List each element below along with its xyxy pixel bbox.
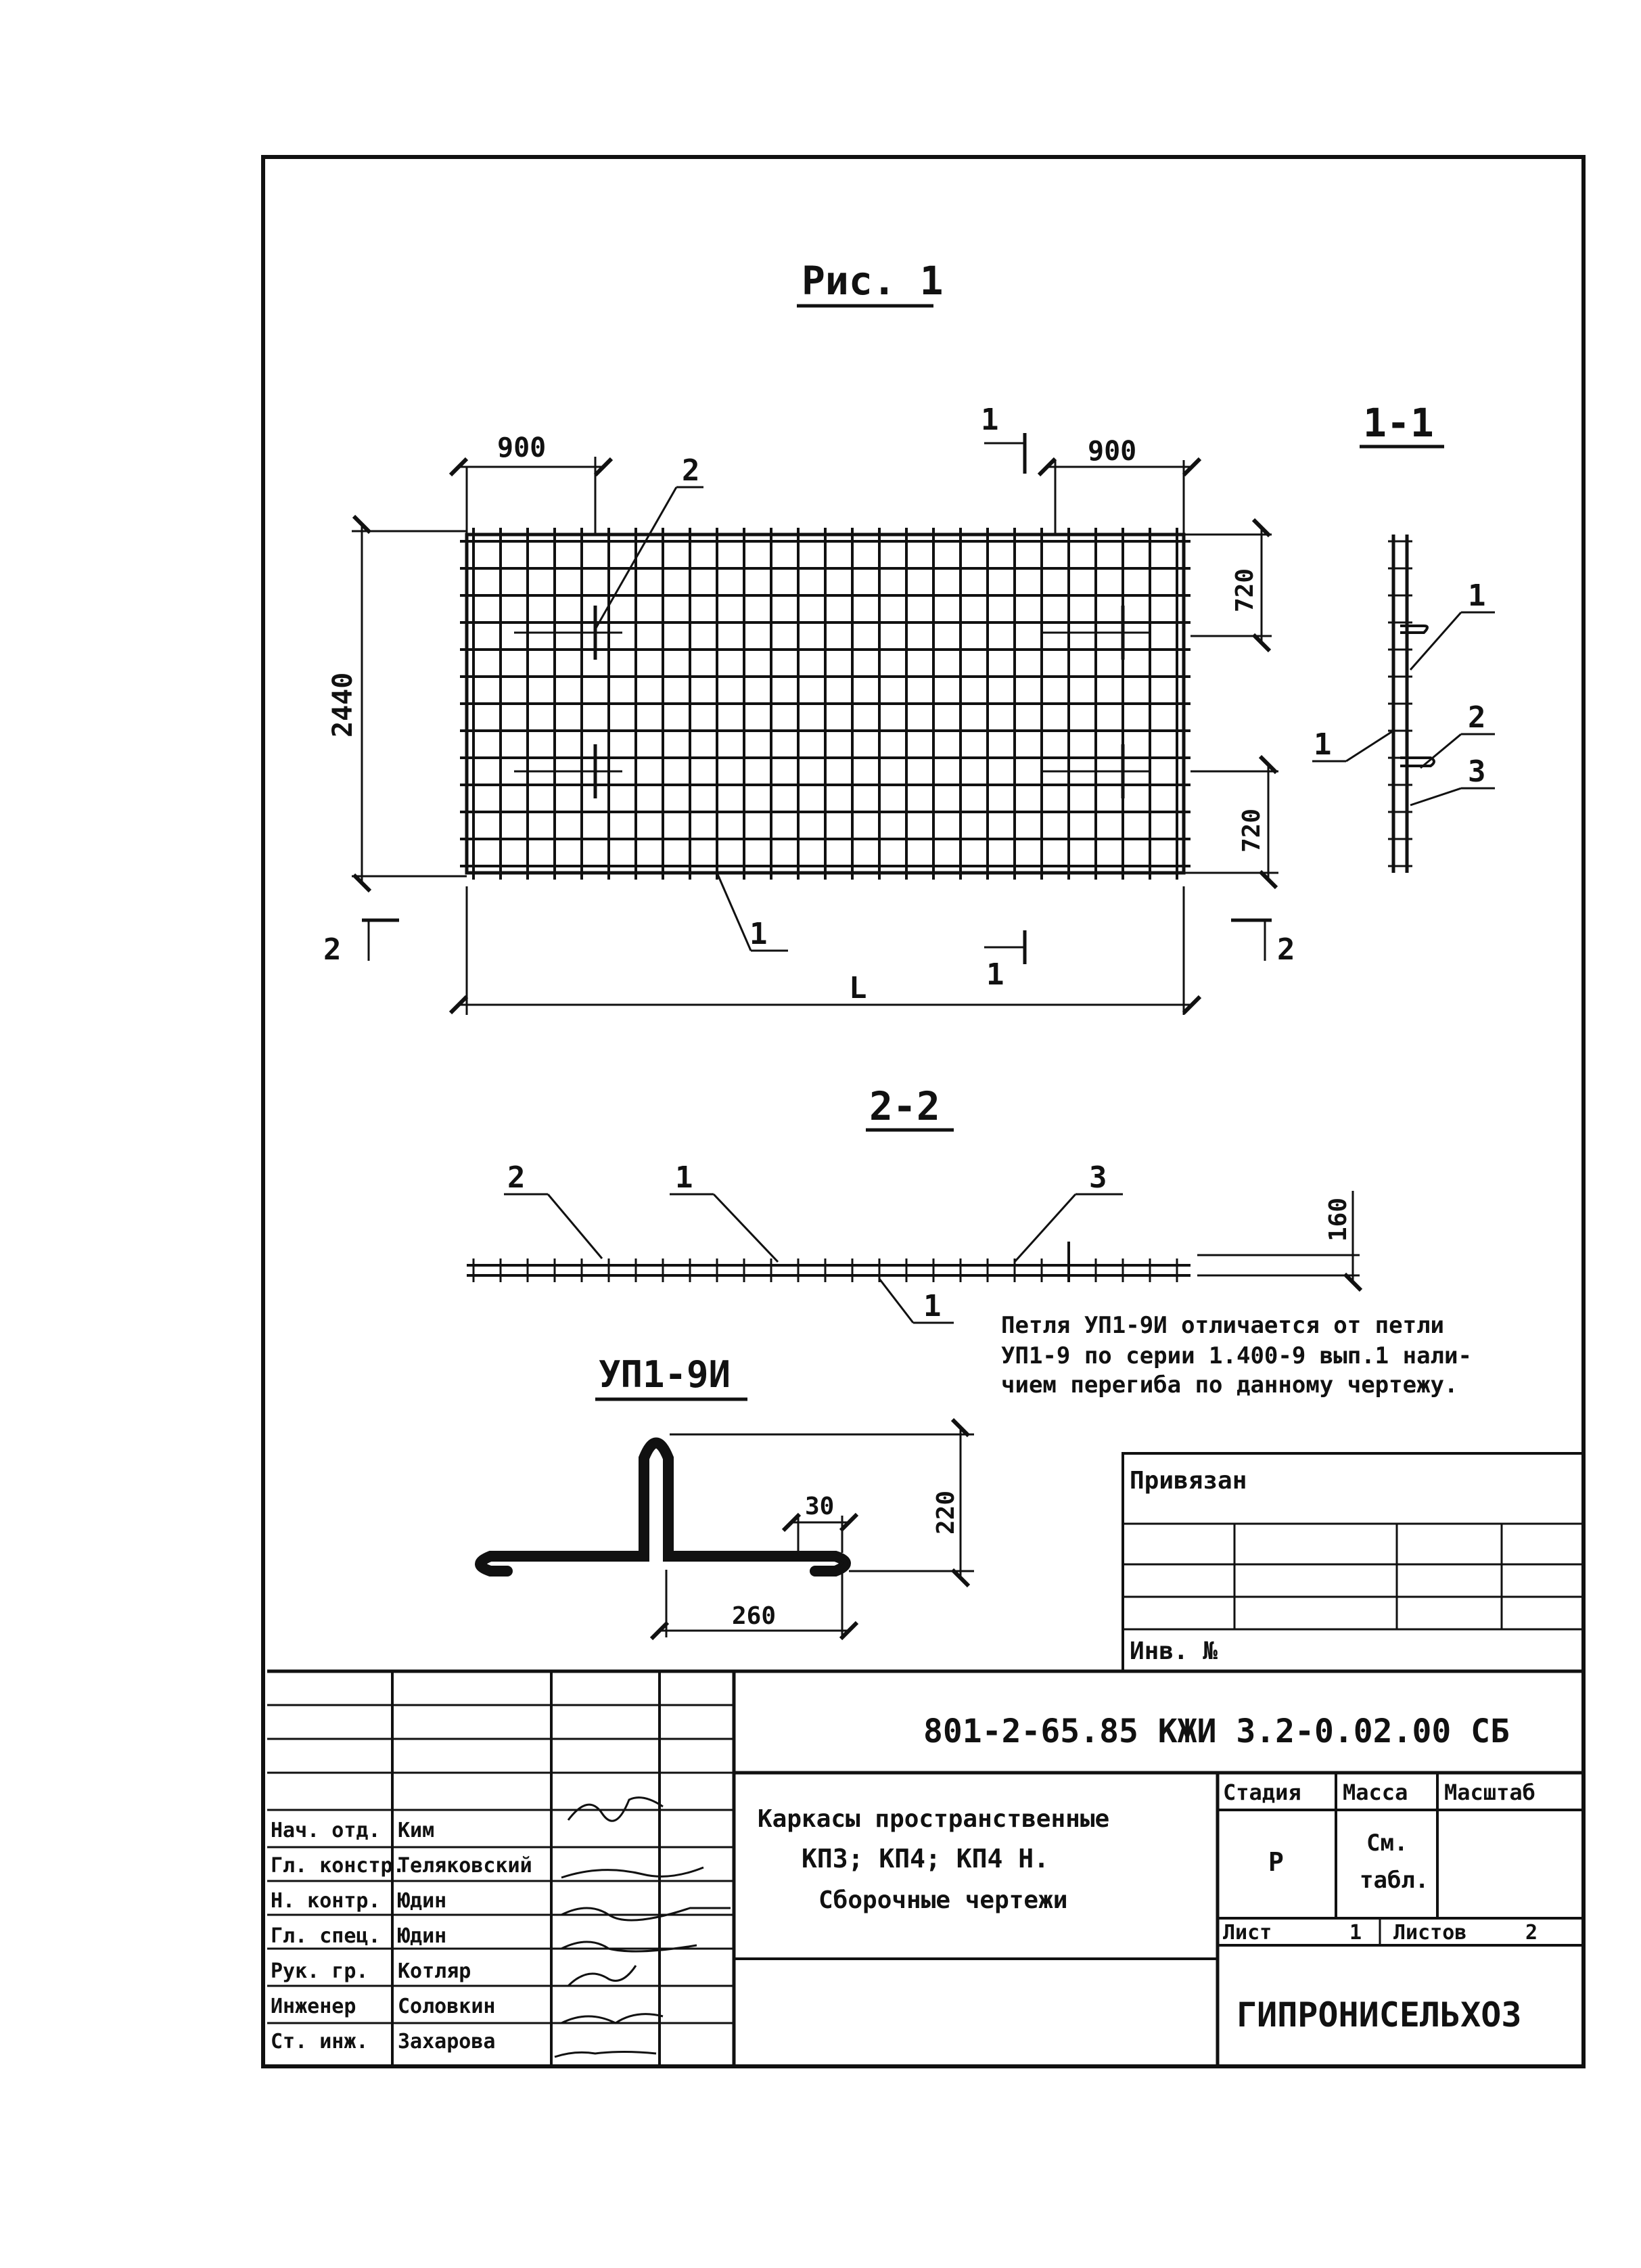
staff-role: Гл. спец. <box>271 1924 381 1948</box>
staff-name: Захарова <box>398 2030 496 2054</box>
binding-title: Привязан <box>1130 1467 1247 1495</box>
dim-720-bottom-label: 720 <box>1238 808 1266 853</box>
staff-role: Инженер <box>271 1995 356 2018</box>
stage-header: Стадия <box>1223 1779 1301 1805</box>
staff-name: Ким <box>398 1819 435 1842</box>
dim-720-top-label: 720 <box>1231 568 1259 612</box>
staff-name: Юдин <box>398 1924 447 1948</box>
section-cut-1-top <box>981 403 1025 474</box>
dim-2440 <box>327 524 467 883</box>
mesh-grid <box>460 528 1191 880</box>
loop-dim-260: 260 <box>732 1602 777 1630</box>
plan-view <box>323 403 1295 1015</box>
dim-900-right-label: 900 <box>1088 436 1137 467</box>
staff-role: Н. контр. <box>271 1889 381 1913</box>
dim-720-bottom <box>1184 765 1278 880</box>
staff-list <box>271 1819 532 2054</box>
callout-2-label: 2 <box>682 453 700 488</box>
figure-title: Рис. 1 <box>802 258 944 304</box>
section-1-1-callout-3: 3 <box>1468 754 1486 789</box>
loop-detail <box>480 1353 974 1637</box>
description-line-2: КП3; КП4; КП4 Н. <box>802 1844 1050 1874</box>
staff-role: Нач. отд. <box>271 1819 381 1842</box>
binding-box <box>1123 1453 1583 1671</box>
signatures <box>555 1798 731 2057</box>
callout-1 <box>717 873 788 951</box>
dim-900-left-label: 900 <box>497 432 547 463</box>
document-code: 801-2-65.85 КЖИ 3.2-0.02.00 СБ <box>923 1713 1510 1750</box>
section-cut-2-left <box>323 920 399 967</box>
mass-header: Масса <box>1343 1779 1408 1805</box>
section-2-2-title: 2-2 <box>869 1083 940 1129</box>
staff-name: Котляр <box>398 1959 471 1983</box>
callout-1-label: 1 <box>749 917 768 951</box>
section-2-2-callout-1a: 1 <box>675 1160 693 1195</box>
staff-role: Рук. гр. <box>271 1959 369 1983</box>
dim-720-top <box>1184 528 1272 643</box>
section-1-1-callout-2: 2 <box>1468 700 1486 735</box>
loop-dim-220: 220 <box>932 1490 960 1535</box>
section-cut-2-right-label: 2 <box>1277 932 1295 967</box>
section-2-2-callout-1b: 1 <box>923 1289 942 1323</box>
dim-900-left <box>459 432 603 535</box>
section-cut-1-bottom-label: 1 <box>986 957 1004 992</box>
dim-900-right <box>1047 436 1192 535</box>
section-2-2-callout-3: 3 <box>1089 1160 1107 1195</box>
section-1-1-title: 1-1 <box>1363 400 1434 446</box>
loop-shape <box>480 1443 846 1572</box>
section-cut-1-top-label: 1 <box>981 403 999 437</box>
sheet-label: Лист <box>1223 1921 1272 1945</box>
description-line-3: Сборочные чертежи <box>818 1886 1068 1914</box>
inventory-number-label: Инв. № <box>1130 1637 1218 1665</box>
staff-name: Юдин <box>398 1889 447 1913</box>
dim-length-label: L <box>849 971 867 1005</box>
note-line-3: чием перегиба по данному чертежу. <box>1001 1371 1458 1399</box>
loop-dim-30: 30 <box>805 1493 835 1520</box>
section-cut-1-bottom <box>984 930 1025 992</box>
staff-name: Соловкин <box>398 1995 496 2018</box>
section-1-1 <box>1312 400 1495 873</box>
staff-name: Теляковский <box>398 1854 532 1878</box>
sheets-label: Листов <box>1393 1921 1467 1945</box>
note <box>1001 1312 1472 1399</box>
loop-title: УП1-9И <box>599 1353 731 1396</box>
scale-header: Масштаб <box>1444 1779 1535 1805</box>
section-cut-2-right <box>1231 920 1295 967</box>
section-2-2-dim-160: 160 <box>1324 1197 1352 1242</box>
staff-role: Гл. констр. <box>271 1854 405 1878</box>
note-line-1: Петля УП1-9И отличается от петли <box>1001 1312 1445 1339</box>
organization: ГИПРОНИСЕЛЬХОЗ <box>1236 1995 1522 2035</box>
dim-length <box>459 886 1192 1015</box>
section-cut-2-left-label: 2 <box>323 932 342 967</box>
mass-value-line-2: табл. <box>1360 1867 1429 1894</box>
description-line-1: Каркасы пространственные <box>758 1805 1110 1833</box>
section-2-2 <box>467 1083 1360 1323</box>
sheet-value: 1 <box>1349 1921 1362 1945</box>
stage-value: Р <box>1268 1847 1284 1877</box>
title-block <box>267 1671 1583 2066</box>
section-2-2-callout-2: 2 <box>507 1160 526 1195</box>
sheets-value: 2 <box>1525 1921 1538 1945</box>
mass-value-line-1: См. <box>1366 1830 1408 1857</box>
staff-role: Ст. инж. <box>271 2030 369 2054</box>
dim-2440-label: 2440 <box>327 672 359 738</box>
section-1-1-callout-1b: 1 <box>1314 727 1332 762</box>
note-line-2: УП1-9 по серии 1.400-9 вып.1 нали- <box>1001 1342 1472 1369</box>
section-1-1-callout-1a: 1 <box>1468 579 1486 613</box>
